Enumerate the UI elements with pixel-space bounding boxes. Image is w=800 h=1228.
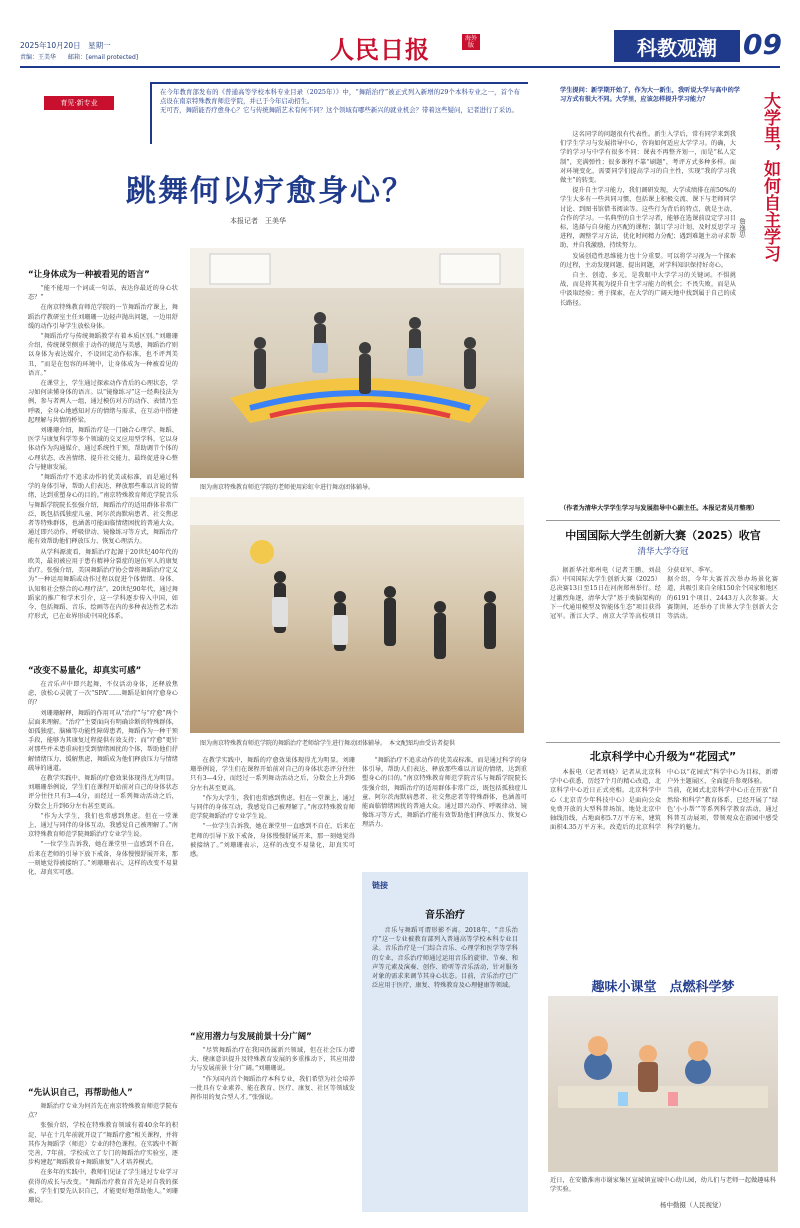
article-title: 跳舞何以疗愈身心？	[126, 174, 414, 209]
paragraph: “一位学生告诉我，她在课堂里一直感到不自在，后来在老师的引导下放下戒备，身体慢慢舒展开来，那一刻她觉得被接纳了。”刘珊珊表示，这样的改变不易量化，却真实可感。	[28, 841, 178, 877]
article-byline: 本报记者 王美华	[230, 217, 286, 225]
link-tag: 链接	[372, 881, 388, 890]
issue-date: 2025年10月20日 星期一	[20, 41, 111, 50]
paragraph: 在教学实践中，舞蹈的疗愈效果体现得尤为明显。刘珊珊举例说，学生们在课程开始前对自己的身体状态评分往往只有3—4分，而经过一系列舞动活动之后，分数会上升到6分左右甚至更高。	[190, 757, 355, 792]
paragraph: “能不能用一个词或一句话，表达你最近的身心状态？”	[28, 285, 178, 302]
paragraph: “舞蹈治疗不追求动作的优美或标准，而是通过科学的身体引导，帮助人们表达、释放那些难以言说的情绪，达到重塑身心的目的。”南京特殊教育师范学院音乐与舞蹈学院院长张强介绍，舞蹈治疗的适用群体非常广泛，既包括孤独症儿童、阿尔茨海默病患者、社交焦虑者等特殊群体，也涵盖可能面临情绪困扰的普通大众。通过即兴动作、呼吸律动、镜像练习等方式，舞蹈治疗能有效帮助他们释放压力、恢复心理活力。	[362, 757, 527, 829]
innovation-body: 据新华社郑州电（记者王鹏、刘晨浩）中国国际大学生创新大赛（2025）总决赛13日至15日在河南郑州举行。经过激烈角逐，清华大学“基于类脑架构的下一代通用模型及智能体生态”项目获得冠军。浙江大学、南京大学等高校项目分获亚军、季军。 据介绍，今年大赛首次举办场景化赛道，共吸引来自全球150余个国家和地区的6191个项目、2443万人次参赛。大赛期间，还举办了世界大学生创新大会等活动。	[550, 567, 778, 621]
dance-therapy-photo-2	[190, 497, 524, 733]
column-note: （作者为清华大学学生学习与发展指导中心副主任。本报记者吴月整理）	[560, 505, 758, 512]
paragraph: 这名同学的问题很有代表性。新生入学后，常有同学来到我们学生学习与发展指导中心，咨询如何适应大学学习。的确，大学的学习与中学有很多不同：课表不再整齐划一，而是“私人定制”，充满弹性；很多课程不靠“刷题”，考评方式多种多样。面对环境变化，需要同学们提高学习的自主性，实现“我的学习我做主”的转变。	[560, 131, 736, 185]
rainbow-parachute-scene	[190, 248, 524, 478]
article-intro: 在今年教育部发布的《普通高等学校本科专业目录（2025年）》中，“舞蹈治疗”被正式列入新增的29个本科专业之一，首个布点设在南京特殊教育师范学院，并已于今年启动招生。 无可否，舞蹈能否疗愈身心？它与传统舞蹈艺术有何不同？这个领域有哪些新兴的就业机会？带着这些疑问，记者进行了采访。	[160, 88, 520, 114]
dance-therapy-photo-1	[190, 248, 524, 478]
link-title: 音乐治疗	[425, 910, 465, 921]
section-heading-4: “先认识自己，再帮助他人”	[28, 1088, 133, 1098]
paragraph: 从学科源流看，舞蹈治疗起源于20世纪40年代的欧美，最初被应用于患有精神分裂症的退伍军人的康复治疗。张强介绍，美国舞蹈治疗协会曾将舞蹈治疗定义为“一种运用舞蹈或动作过程以促进个体情绪、身体、认知和社会整合的心理疗法”。20世纪90年代，通过舞蹈家的推广和学术引介，这一学科逐步传入中国，如今，包括舞蹈、音乐、绘画等在内的多种表达性艺术治疗形式，已在业界形成中国化体系。	[28, 548, 178, 621]
paragraph: “一位学生告诉我，她在课堂里一直感到不自在，后来在老师的引导下放下戒备，身体慢慢舒展开来，那一刻她觉得被接纳了。”刘珊珊表示，这样的改变不易量化，却真实可感。	[190, 823, 355, 859]
photo-caption-2: 图为南京特殊教育师范学院的舞蹈治疗老师给学生进行舞动团体辅导。 本文配图均由受访者提供	[200, 740, 456, 747]
divider	[546, 520, 780, 521]
photo-feature-title: 趣味小课堂 点燃科学梦	[591, 980, 735, 995]
paragraph: “作为大学生，我们也常感到焦虑。但在一堂课上，通过与同伴的身体互动，我感觉自己被理解了。”南京特殊教育师范学院舞蹈治疗专业学生说。	[190, 794, 355, 821]
paragraph: 在音乐声中即兴起舞，不仅活动身体，还释放焦虑，放松心灵就了一次“SPA”……舞蹈是如何疗愈身心的？	[28, 681, 178, 707]
column-lead: 学生提问：新学期开始了，作为大一新生，我听说大学与高中的学习方式有很大不同。大学里，应该怎样提升学习能力？	[560, 87, 740, 104]
paragraph: 提升自主学习能力，我们调研发现，大学成绩排在前50%的学生大多有一些共同习惯，包括课上积极交流、课下与老师同学讨论、到图书馆借书阅读等。这些行为背后的特点，就是主动、合作的学习。一名典型的自主学习者，能够在选课前设定学习目标，选择与自身能力匹配的课程；制订学习计划，及时反思学习进程，调整学习方法，优化时间精力分配；遇到难题主动寻求帮助，并自我激励、持续努力。	[560, 187, 736, 250]
paragraph: 刘珊珊解释，舞蹈的作用可从“治疗”与“疗愈”两个层面来理解。“治疗”主要面向有明确诊断的特殊群体，如孤独症、脑瘫等功能性障碍患者，舞蹈作为一种干预手段，能够为其康复过程提供有效支持；而“疗愈”更针对那些并未患重病但受到情绪困扰的个体，帮助他们抒解情绪压力，缓解焦虑，舞蹈成为他们释放压力与情绪疏导的通道。	[28, 709, 178, 772]
paragraph: 刘珊珊介绍，舞蹈治疗是一门融合心理学、舞蹈、医学与康复科学等多个领域的交叉应用型学科，它以身体动作为沟通媒介，通过系统性干预，帮助调节个体的心理状态、改善情绪、提升社交能力，最终促进身心整合与健康发展。	[28, 427, 178, 471]
column-tag: 育见·新专业	[44, 96, 114, 110]
section-body-2-cont	[190, 756, 355, 1028]
paragraph: 自主、创造、多元，是我眼中大学学习的关键词。不惧挑战，而是将其视为提升自主学习能力的机会；不畏失败，而是从中汲取经验；勇于探索，在大学的广阔天地中找到属于自己的成长路径。	[560, 272, 736, 307]
group-dance-scene	[190, 497, 524, 733]
paragraph: 张强介绍，学校在特殊教育领域有着40余年的积淀，早在十几年前就开设了“舞蹈疗愈”相关课程，并将其作为舞蹈学（师范）专业的特色课程。在实践中不断完善，7年前，学校成立了专门的舞蹈治疗实验室，逐步构建起“舞蹈教育+舞蹈康复”人才培养模式。	[28, 1122, 178, 1167]
column-author: 詹逸思	[738, 218, 746, 238]
divider	[546, 742, 780, 743]
library-body: 本报电（记者刘峣）记者从北京科学中心获悉，历经7个月的精心改造，北京科学中心近日正式亮相。北京科学中心（北京青少年科技中心）是面向公众免费开放的大型科普场馆，地处北京中轴线沿线，占地面积5.7万平方米，建筑面积4.35万平方米。改造后的北京科学中心以“花园式”科学中心为目标，新增户外主题展区，全面提升参观体验。 当前，花园式北京科学中心正在开放“自然给·和科学”教育体系，已经开展了“绿色‘小小帮’”等系列科学教育活动，通过科普互动展项，带领观众在游园中感受科学的魅力。	[550, 769, 778, 832]
paragraph: “舞蹈治疗不追求动作的优美或标准，而是通过科学的身体引导，帮助人们表达、释放那些难以言说的情绪，达到重塑身心的目的。”南京特殊教育师范学院音乐与舞蹈学院院长张强介绍，舞蹈治疗的适用群体非常广泛，既包括孤独症儿童、阿尔茨海默病患者、社交焦虑者等特殊群体，也涵盖可能面临情绪困扰的普通大众。通过即兴动作、呼吸律动、镜像练习等方式，舞蹈治疗能有效帮助他们释放压力、恢复心理活力。	[28, 474, 178, 546]
section-body-3	[190, 1046, 355, 1216]
paragraph: “尽管舞蹈治疗在我国仍属新兴领域，但在社会压力增大、健康意识提升及特殊教育发展的多重推动下，其应用潜力与发展前景十分广阔。”刘珊珊说。	[190, 1047, 355, 1073]
paragraph: 舞蹈治疗专业为何首先在南京特殊教育师范学院布点？	[28, 1103, 178, 1120]
paragraph: 在课堂上，学生通过探索动作背后的心理状态，学习如何读懂身体的语言。以“镜像练习”这一经典技法为例，参与者两人一组，通过模仿对方的动作、表情乃至呼吸，全身心地感知对方的情绪与需求，在互动中搭建起理解与共情的桥梁。	[28, 380, 178, 424]
photo-caption-1: 图为南京特殊教育师范学院的老师使用彩虹伞进行舞动团体辅导。	[200, 484, 375, 491]
paragraph: 在多年的实践中，教师们见证了学生通过专业学习获得的成长与改变。“舞蹈治疗教育首先是对自我的探索，学生们要先认识自己，才能更好地帮助他人。”刘珊珊说。	[28, 1169, 178, 1205]
section-body-1	[28, 284, 178, 644]
column-body	[560, 130, 736, 502]
section-body-2	[28, 680, 178, 1070]
paragraph: “作为大学生，我们也常感到焦虑。但在一堂课上，通过与同伴的身体互动，我感觉自己被理解了。”南京特殊教育师范学院舞蹈治疗专业学生说。	[28, 812, 178, 839]
library-title: 北京科学中心升级为“花园式”	[589, 750, 737, 763]
paragraph: “作为国内首个舞蹈治疗本科专业，我们希望为社会培养一批具有专业素养、能在教育、医疗、康复、社区等领域发挥作用的复合型人才。”张强说。	[190, 1075, 355, 1102]
paragraph: 在南京特殊教育师范学院的一节舞蹈治疗课上，舞蹈治疗教研室主任刘珊珊一边轻声抛出问题，一边用舒缓的动作引导学生放松身体。	[28, 304, 178, 330]
innovation-subtitle: 清华大学夺冠	[637, 547, 689, 557]
section-body-1-cont	[362, 756, 527, 866]
section-heading-3: “应用潜力与发展前景十分广阔”	[190, 1032, 312, 1042]
innovation-title: 中国国际大学生创新大赛（2025）收官	[565, 529, 761, 542]
section-body-4	[28, 1102, 178, 1214]
paragraph: “舞蹈治疗与传统舞蹈教学有着本质区别。”刘珊珊介绍，传统课堂侧重于动作的规范与美感，舞蹈治疗则以身体为表达媒介，不设固定动作标准，也不评判美丑，“而是在包容的环境中，让身体成为一种被看见的语言。”	[28, 333, 178, 377]
newspaper-logo: 人民日报	[330, 35, 430, 64]
header-rule	[20, 66, 780, 68]
kids-science-photo	[548, 996, 778, 1172]
section-heading-1: “让身体成为一种被看见的语言”	[28, 270, 150, 280]
edition-badge: 海外版	[462, 34, 480, 50]
editor-info: 责编：王美华 邮箱：[email protected]	[20, 54, 139, 61]
section-title: 科教观潮	[614, 30, 740, 62]
section-heading-2: “改变不易量化，却真实可感”	[28, 666, 142, 676]
page-number: 09	[743, 28, 782, 61]
paragraph: 发展创造性思维能力也十分重要。可以将学习视为一个探索的过程，主动发现问题、提出问题，对学科知识保持好奇心。	[560, 252, 736, 269]
column-vertical-title: 大学里，如何自主学习	[760, 92, 780, 262]
kids-experiment-scene	[548, 996, 778, 1172]
photo-feature-credit: 杨中勤摄（人民视觉）	[660, 1201, 725, 1209]
paragraph: 在教学实践中，舞蹈的疗愈效果体现得尤为明显。刘珊珊举例说，学生们在课程开始前对自己的身体状态评分往往只有3—4分，而经过一系列舞动活动之后，分数会上升到6分左右甚至更高。	[28, 775, 178, 810]
photo-feature-caption: 近日，在安徽淮南市谢家集区宣城镇宣城中心幼儿园，幼儿们与老师一起做趣味科学实验。	[550, 1177, 776, 1194]
link-body: 音乐与舞蹈可谓形影不离。2018年，“音乐治疗”这一专业被教育部列入普通高等学校本科专业目录。音乐治疗是一门综合音乐、心理学和医学等学科的专业，音乐治疗师通过运用音乐的旋律、节奏、和声等元素及演奏、创作、聆听等音乐活动，针对服务对象的需求来调节其身心状态。目前，音乐治疗已广泛应用于医疗、康复、特殊教育及心理健康等领域。	[372, 927, 518, 990]
